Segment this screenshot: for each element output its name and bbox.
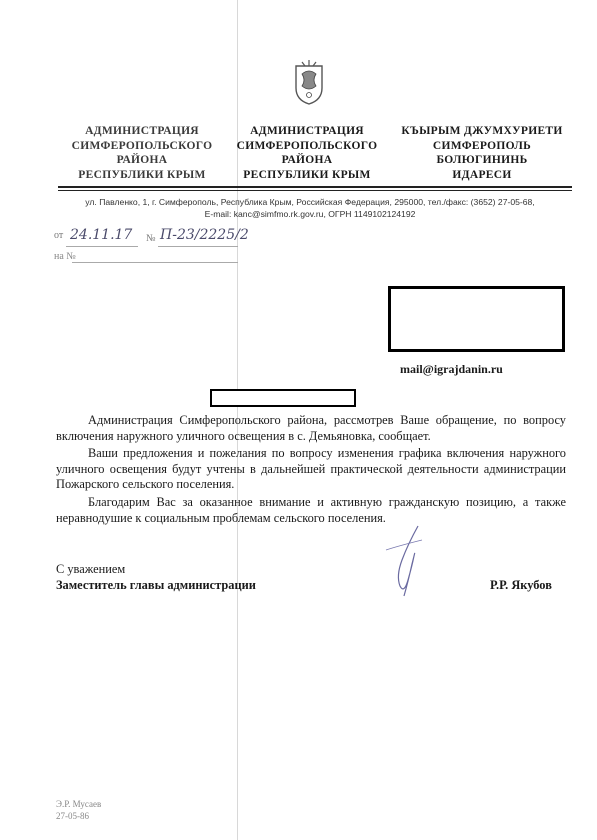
date-underline bbox=[66, 246, 138, 247]
header-left-line: РЕСПУБЛИКИ КРЫМ bbox=[78, 168, 206, 181]
executor-phone: 27-05-86 bbox=[56, 811, 89, 821]
number-underline bbox=[158, 246, 238, 247]
body-paragraph: Ваши предложения и пожелания по вопросу изменения графика включения наружного уличного освещения будут учтены в дальнейшей практической деятельности администрации Пожарского сельского поселения. bbox=[56, 446, 566, 492]
header-left-line: АДМИНИСТРАЦИЯ bbox=[85, 125, 199, 137]
header-right-line: ИДАРЕСИ bbox=[452, 168, 512, 181]
body-paragraph: Администрация Симферопольского района, рассмотрев Ваше обращение, по вопросу включения наружного уличного освещения в с. Демьяновка, сообщает. bbox=[56, 413, 566, 443]
crimea-coat-of-arms-icon bbox=[292, 58, 326, 106]
address-line: ул. Павленко, 1, г. Симферополь, Республика Крым, Российская Федерация, 295000, тел./факс: (3652) 27-05-68, bbox=[85, 197, 535, 207]
header-center-line: АДМИНИСТРАЦИЯ bbox=[250, 125, 364, 137]
header-right-line: КЪЫРЫМ ДЖУМХУРИЕТИ bbox=[401, 125, 563, 137]
handwritten-signature bbox=[378, 520, 438, 600]
in-reply-label: на № bbox=[54, 251, 76, 262]
header-center-line: РЕСПУБЛИКИ КРЫМ bbox=[243, 168, 371, 181]
handwritten-number: П-23/2225/2 bbox=[160, 227, 249, 243]
header-center-block bbox=[224, 124, 390, 182]
body-paragraph: Благодарим Вас за оказанное внимание и активную гражданскую позицию, а также неравнодушие к социальным проблемам сельского поселения. bbox=[56, 494, 566, 525]
redacted-recipient-block bbox=[388, 286, 565, 352]
header-right-block bbox=[392, 124, 572, 182]
header-left-line: СИМФЕРОПОЛЬСКОГО bbox=[71, 139, 213, 152]
in-reply-underline bbox=[72, 262, 238, 263]
header-center-line: РАЙОНА bbox=[281, 154, 333, 166]
redacted-salutation bbox=[210, 389, 356, 407]
header-right-line: СИМФЕРОПОЛЬ bbox=[432, 139, 532, 152]
recipient-email: mail@igrajdanin.ru bbox=[400, 362, 503, 376]
executor-name: Э.Р. Мусаев bbox=[56, 799, 102, 809]
closing-regards: С уважением bbox=[56, 562, 126, 576]
signer-title: Заместитель главы администрации bbox=[56, 578, 256, 592]
header-rule-thick bbox=[58, 186, 572, 188]
header-rule-thin bbox=[58, 190, 572, 191]
signer-name: Р.Р. Якубов bbox=[490, 578, 552, 592]
header-left-line: РАЙОНА bbox=[116, 154, 168, 166]
number-label: № bbox=[146, 233, 156, 244]
header-right-line: БОЛЮГИНИНЬ bbox=[436, 154, 528, 166]
header-center-line: СИМФЕРОПОЛЬСКОГО bbox=[236, 139, 378, 152]
executor-info bbox=[56, 798, 101, 822]
handwritten-date: 24.11.17 bbox=[70, 227, 133, 243]
from-label: от bbox=[54, 230, 64, 241]
email-ogrn-line: E-mail: kanc@simfmo.rk.gov.ru, ОГРН 1149102124192 bbox=[204, 209, 416, 219]
header-left-block bbox=[62, 124, 222, 182]
contact-details bbox=[60, 196, 560, 220]
letter-body bbox=[56, 413, 566, 526]
